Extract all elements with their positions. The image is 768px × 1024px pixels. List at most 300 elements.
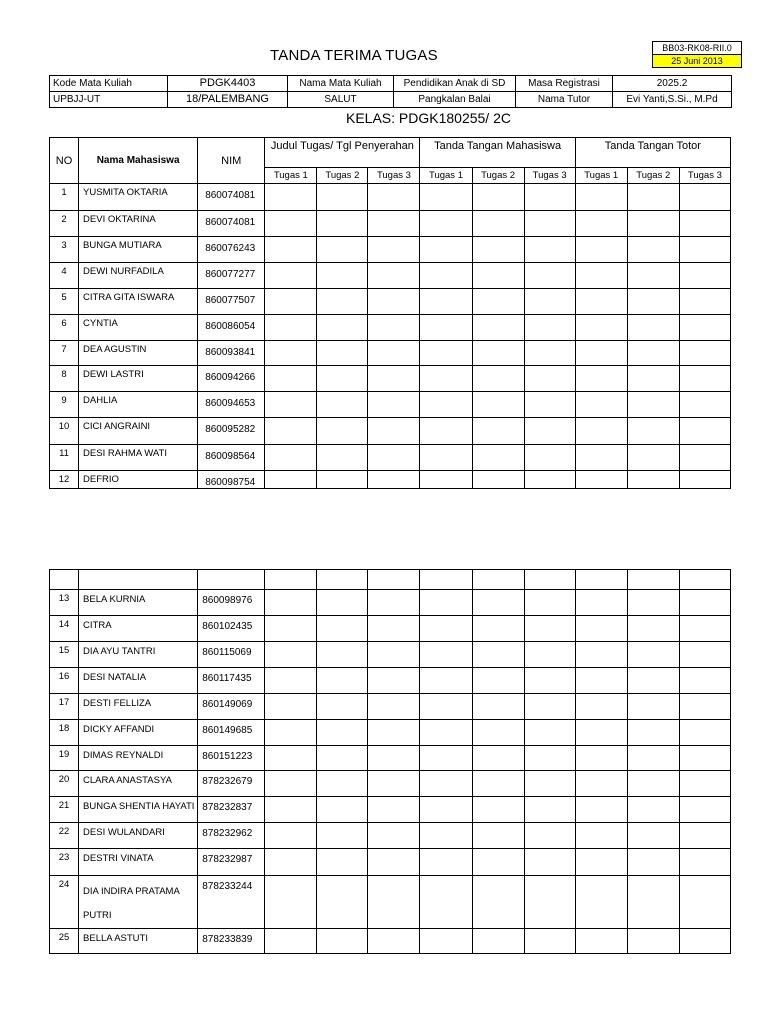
signature-cell[interactable] xyxy=(420,694,472,720)
signature-cell[interactable] xyxy=(317,211,368,237)
student-nim: 860093841 xyxy=(198,341,265,366)
signature-cell[interactable] xyxy=(524,237,575,263)
signature-cell[interactable] xyxy=(679,720,730,746)
signature-cell[interactable] xyxy=(368,746,420,771)
student-no: 13 xyxy=(50,590,79,616)
signature-cell[interactable] xyxy=(368,237,420,263)
signature-cell[interactable] xyxy=(317,797,368,823)
signature-cell[interactable] xyxy=(679,237,730,263)
signature-cell[interactable] xyxy=(472,616,524,642)
signature-cell[interactable] xyxy=(679,746,730,771)
table-row xyxy=(50,849,731,876)
signature-cell[interactable] xyxy=(317,746,368,771)
signature-cell[interactable] xyxy=(317,876,368,929)
signature-cell[interactable] xyxy=(627,366,679,392)
signature-cell[interactable] xyxy=(265,694,317,720)
student-no: 7 xyxy=(50,341,79,366)
signature-cell[interactable] xyxy=(472,746,524,771)
signature-cell[interactable] xyxy=(627,184,679,211)
signature-cell[interactable] xyxy=(524,642,575,668)
signature-cell[interactable] xyxy=(472,366,524,392)
signature-cell[interactable] xyxy=(679,642,730,668)
signature-cell[interactable] xyxy=(265,392,317,418)
document-code-box xyxy=(652,41,742,68)
kode-label: Kode Mata Kuliah xyxy=(50,76,168,92)
student-no: 12 xyxy=(50,471,79,489)
signature-cell[interactable] xyxy=(627,849,679,876)
signature-cell[interactable] xyxy=(575,211,627,237)
signature-cell[interactable] xyxy=(317,849,368,876)
student-name: BUNGA SHENTIA HAYATI xyxy=(79,797,198,823)
header-tugas-1: Tugas 1 xyxy=(420,168,472,184)
header-tugas-1: Tugas 1 xyxy=(265,168,317,184)
signature-cell[interactable] xyxy=(472,315,524,341)
signature-cell[interactable] xyxy=(368,694,420,720)
student-no: 16 xyxy=(50,668,79,694)
student-nim: 860149069 xyxy=(198,694,265,720)
signature-cell[interactable] xyxy=(575,471,627,489)
student-name: CYNTIA xyxy=(79,315,198,341)
signature-cell[interactable] xyxy=(368,392,420,418)
signature-cell[interactable] xyxy=(420,668,472,694)
signature-cell[interactable] xyxy=(679,616,730,642)
student-no: 4 xyxy=(50,263,79,289)
signature-cell[interactable] xyxy=(627,616,679,642)
signature-cell[interactable] xyxy=(265,590,317,616)
signature-cell[interactable] xyxy=(679,211,730,237)
student-name: DEWI NURFADILA xyxy=(79,263,198,289)
table-row xyxy=(50,418,731,445)
signature-cell[interactable] xyxy=(627,720,679,746)
student-name: DIA INDIRA PRATAMA PUTRI xyxy=(79,876,198,929)
student-name: YUSMITA OKTARIA xyxy=(79,184,198,211)
signature-cell[interactable] xyxy=(575,746,627,771)
signature-cell[interactable] xyxy=(575,616,627,642)
student-nim: 878232962 xyxy=(198,823,265,849)
signature-cell[interactable] xyxy=(524,445,575,471)
signature-cell[interactable] xyxy=(627,237,679,263)
signature-cell[interactable] xyxy=(265,366,317,392)
signature-cell[interactable] xyxy=(575,771,627,797)
signature-cell[interactable] xyxy=(524,341,575,366)
signature-cell[interactable] xyxy=(265,746,317,771)
signature-cell[interactable] xyxy=(317,237,368,263)
header-tugas-2: Tugas 2 xyxy=(627,168,679,184)
signature-cell[interactable] xyxy=(317,366,368,392)
signature-cell[interactable] xyxy=(679,341,730,366)
signature-cell[interactable] xyxy=(679,315,730,341)
course-info-table xyxy=(49,75,732,108)
signature-cell[interactable] xyxy=(368,445,420,471)
signature-cell[interactable] xyxy=(472,341,524,366)
signature-cell[interactable] xyxy=(368,211,420,237)
signature-cell[interactable] xyxy=(317,184,368,211)
signature-cell[interactable] xyxy=(524,876,575,929)
signature-cell[interactable] xyxy=(575,418,627,445)
signature-cell[interactable] xyxy=(627,694,679,720)
student-no: 24 xyxy=(50,876,79,929)
signature-cell[interactable] xyxy=(627,929,679,954)
student-nim: 878233244 xyxy=(198,876,265,929)
signature-cell[interactable] xyxy=(627,471,679,489)
signature-cell[interactable] xyxy=(627,590,679,616)
signature-cell[interactable] xyxy=(317,642,368,668)
empty-cell xyxy=(472,570,524,590)
signature-cell[interactable] xyxy=(265,471,317,489)
signature-cell[interactable] xyxy=(575,237,627,263)
student-name: BELA KURNIA xyxy=(79,590,198,616)
signature-cell[interactable] xyxy=(575,445,627,471)
signature-cell[interactable] xyxy=(575,366,627,392)
signature-cell[interactable] xyxy=(575,694,627,720)
signature-cell[interactable] xyxy=(472,590,524,616)
empty-cell xyxy=(627,570,679,590)
signature-cell[interactable] xyxy=(472,668,524,694)
signature-cell[interactable] xyxy=(265,315,317,341)
signature-cell[interactable] xyxy=(627,315,679,341)
signature-cell[interactable] xyxy=(317,590,368,616)
masa-value: 2025.2 xyxy=(613,76,732,92)
signature-cell[interactable] xyxy=(575,642,627,668)
signature-cell[interactable] xyxy=(420,876,472,929)
signature-cell[interactable] xyxy=(420,366,472,392)
signature-cell[interactable] xyxy=(627,289,679,315)
signature-cell[interactable] xyxy=(265,341,317,366)
signature-cell[interactable] xyxy=(420,315,472,341)
signature-cell[interactable] xyxy=(627,876,679,929)
signature-cell[interactable] xyxy=(679,876,730,929)
student-nim: 878232987 xyxy=(198,849,265,876)
signature-cell[interactable] xyxy=(368,471,420,489)
signature-cell[interactable] xyxy=(368,876,420,929)
signature-cell[interactable] xyxy=(679,849,730,876)
signature-cell[interactable] xyxy=(472,771,524,797)
signature-cell[interactable] xyxy=(575,263,627,289)
signature-cell[interactable] xyxy=(524,797,575,823)
signature-cell[interactable] xyxy=(524,590,575,616)
signature-cell[interactable] xyxy=(368,315,420,341)
signature-cell[interactable] xyxy=(317,418,368,445)
signature-cell[interactable] xyxy=(265,289,317,315)
signature-cell[interactable] xyxy=(420,263,472,289)
signature-cell[interactable] xyxy=(679,590,730,616)
signature-cell[interactable] xyxy=(317,392,368,418)
student-no: 15 xyxy=(50,642,79,668)
signature-cell[interactable] xyxy=(524,720,575,746)
signature-cell[interactable] xyxy=(368,366,420,392)
signature-cell[interactable] xyxy=(627,445,679,471)
signature-cell[interactable] xyxy=(368,341,420,366)
table-row xyxy=(50,668,731,694)
signature-cell[interactable] xyxy=(472,797,524,823)
student-name: DEFRIO xyxy=(79,471,198,489)
signature-cell[interactable] xyxy=(679,797,730,823)
signature-cell[interactable] xyxy=(317,668,368,694)
signature-cell[interactable] xyxy=(472,849,524,876)
student-nim: 860095282 xyxy=(198,418,265,445)
signature-cell[interactable] xyxy=(265,929,317,954)
signature-cell[interactable] xyxy=(368,418,420,445)
signature-cell[interactable] xyxy=(627,746,679,771)
table-row xyxy=(50,366,731,392)
signature-cell[interactable] xyxy=(679,366,730,392)
salut-value: Pangkalan Balai xyxy=(394,92,516,108)
empty-cell xyxy=(198,570,265,590)
signature-cell[interactable] xyxy=(524,418,575,445)
signature-cell[interactable] xyxy=(679,184,730,211)
signature-cell[interactable] xyxy=(627,392,679,418)
signature-cell[interactable] xyxy=(472,289,524,315)
table-row xyxy=(50,315,731,341)
signature-cell[interactable] xyxy=(472,876,524,929)
signature-cell[interactable] xyxy=(420,237,472,263)
signature-cell[interactable] xyxy=(679,418,730,445)
student-nim: 860151223 xyxy=(198,746,265,771)
signature-cell[interactable] xyxy=(679,929,730,954)
signature-cell[interactable] xyxy=(679,771,730,797)
signature-cell[interactable] xyxy=(317,471,368,489)
student-no: 17 xyxy=(50,694,79,720)
signature-cell[interactable] xyxy=(368,184,420,211)
signature-cell[interactable] xyxy=(317,616,368,642)
signature-cell[interactable] xyxy=(420,720,472,746)
signature-cell[interactable] xyxy=(524,315,575,341)
student-name: DEVI OKTARINA xyxy=(79,211,198,237)
student-nim: 860115069 xyxy=(198,642,265,668)
signature-cell[interactable] xyxy=(317,823,368,849)
signature-cell[interactable] xyxy=(627,642,679,668)
signature-cell[interactable] xyxy=(368,849,420,876)
signature-cell[interactable] xyxy=(472,694,524,720)
table-row xyxy=(50,211,731,237)
signature-cell[interactable] xyxy=(627,211,679,237)
signature-cell[interactable] xyxy=(575,876,627,929)
signature-cell[interactable] xyxy=(317,289,368,315)
signature-cell[interactable] xyxy=(420,616,472,642)
signature-cell[interactable] xyxy=(368,263,420,289)
signature-cell[interactable] xyxy=(265,616,317,642)
signature-cell[interactable] xyxy=(265,849,317,876)
signature-cell[interactable] xyxy=(317,929,368,954)
signature-cell[interactable] xyxy=(627,418,679,445)
signature-cell[interactable] xyxy=(420,289,472,315)
signature-cell[interactable] xyxy=(420,184,472,211)
table-row xyxy=(50,642,731,668)
signature-cell[interactable] xyxy=(679,823,730,849)
student-no: 5 xyxy=(50,289,79,315)
signature-cell[interactable] xyxy=(627,797,679,823)
signature-cell[interactable] xyxy=(524,746,575,771)
signature-cell[interactable] xyxy=(524,184,575,211)
signature-cell[interactable] xyxy=(265,237,317,263)
signature-cell[interactable] xyxy=(472,211,524,237)
signature-cell[interactable] xyxy=(368,823,420,849)
signature-cell[interactable] xyxy=(575,797,627,823)
student-table-page-2 xyxy=(49,569,731,954)
signature-cell[interactable] xyxy=(265,263,317,289)
signature-cell[interactable] xyxy=(575,184,627,211)
signature-cell[interactable] xyxy=(472,642,524,668)
signature-cell[interactable] xyxy=(472,418,524,445)
signature-cell[interactable] xyxy=(524,289,575,315)
student-name: DAHLIA xyxy=(79,392,198,418)
signature-cell[interactable] xyxy=(368,616,420,642)
signature-cell[interactable] xyxy=(420,771,472,797)
signature-cell[interactable] xyxy=(524,823,575,849)
tutor-label: Nama Tutor xyxy=(516,92,613,108)
signature-cell[interactable] xyxy=(420,471,472,489)
table-row xyxy=(50,263,731,289)
table-row xyxy=(50,289,731,315)
signature-cell[interactable] xyxy=(679,471,730,489)
table-row xyxy=(50,823,731,849)
signature-cell[interactable] xyxy=(317,341,368,366)
signature-cell[interactable] xyxy=(265,211,317,237)
signature-cell[interactable] xyxy=(368,929,420,954)
table-row xyxy=(50,237,731,263)
signature-cell[interactable] xyxy=(265,876,317,929)
signature-cell[interactable] xyxy=(575,668,627,694)
masa-label: Masa Registrasi xyxy=(516,76,613,92)
student-name: CICI ANGRAINI xyxy=(79,418,198,445)
signature-cell[interactable] xyxy=(524,366,575,392)
signature-cell[interactable] xyxy=(317,720,368,746)
header-tugas-3: Tugas 3 xyxy=(679,168,730,184)
signature-cell[interactable] xyxy=(420,211,472,237)
empty-cell xyxy=(679,570,730,590)
signature-cell[interactable] xyxy=(317,263,368,289)
signature-cell[interactable] xyxy=(368,642,420,668)
signature-cell[interactable] xyxy=(265,642,317,668)
signature-cell[interactable] xyxy=(472,263,524,289)
signature-cell[interactable] xyxy=(472,471,524,489)
signature-cell[interactable] xyxy=(420,590,472,616)
signature-cell[interactable] xyxy=(265,668,317,694)
signature-cell[interactable] xyxy=(420,341,472,366)
signature-cell[interactable] xyxy=(575,590,627,616)
empty-cell xyxy=(524,570,575,590)
signature-cell[interactable] xyxy=(420,797,472,823)
signature-cell[interactable] xyxy=(524,849,575,876)
signature-cell[interactable] xyxy=(575,341,627,366)
signature-cell[interactable] xyxy=(472,184,524,211)
signature-cell[interactable] xyxy=(472,392,524,418)
signature-cell[interactable] xyxy=(317,771,368,797)
signature-cell[interactable] xyxy=(420,746,472,771)
student-name: DIMAS REYNALDI xyxy=(79,746,198,771)
signature-cell[interactable] xyxy=(575,929,627,954)
signature-cell[interactable] xyxy=(368,289,420,315)
header-ttd-mahasiswa: Tanda Tangan Mahasiswa xyxy=(420,138,575,168)
signature-cell[interactable] xyxy=(575,849,627,876)
signature-cell[interactable] xyxy=(627,771,679,797)
student-nim: 860077507 xyxy=(198,289,265,315)
signature-cell[interactable] xyxy=(420,418,472,445)
signature-cell[interactable] xyxy=(524,471,575,489)
signature-cell[interactable] xyxy=(420,445,472,471)
signature-cell[interactable] xyxy=(368,771,420,797)
signature-cell[interactable] xyxy=(368,797,420,823)
signature-cell[interactable] xyxy=(368,590,420,616)
signature-cell[interactable] xyxy=(627,823,679,849)
signature-cell[interactable] xyxy=(679,694,730,720)
empty-cell xyxy=(317,570,368,590)
signature-cell[interactable] xyxy=(679,263,730,289)
student-no: 22 xyxy=(50,823,79,849)
signature-cell[interactable] xyxy=(627,263,679,289)
signature-cell[interactable] xyxy=(575,392,627,418)
nama-mk-value: Pendidikan Anak di SD xyxy=(394,76,516,92)
signature-cell[interactable] xyxy=(368,720,420,746)
signature-cell[interactable] xyxy=(265,184,317,211)
signature-cell[interactable] xyxy=(420,929,472,954)
upbjj-label: UPBJJ-UT xyxy=(50,92,168,108)
student-name: DICKY AFFANDI xyxy=(79,720,198,746)
signature-cell[interactable] xyxy=(472,720,524,746)
header-ttd-tutor: Tanda Tangan Totor xyxy=(575,138,730,168)
signature-cell[interactable] xyxy=(420,823,472,849)
signature-cell[interactable] xyxy=(265,771,317,797)
signature-cell[interactable] xyxy=(679,392,730,418)
signature-cell[interactable] xyxy=(420,642,472,668)
signature-cell[interactable] xyxy=(317,694,368,720)
student-nim: 860149685 xyxy=(198,720,265,746)
signature-cell[interactable] xyxy=(472,929,524,954)
empty-cell xyxy=(265,570,317,590)
signature-cell[interactable] xyxy=(575,289,627,315)
signature-cell[interactable] xyxy=(265,797,317,823)
signature-cell[interactable] xyxy=(627,341,679,366)
signature-cell[interactable] xyxy=(575,823,627,849)
signature-cell[interactable] xyxy=(317,315,368,341)
student-name: DESTRI VINATA xyxy=(79,849,198,876)
table-row xyxy=(50,929,731,954)
student-nim: 860074081 xyxy=(198,211,265,237)
signature-cell[interactable] xyxy=(265,445,317,471)
signature-cell[interactable] xyxy=(524,263,575,289)
signature-cell[interactable] xyxy=(368,668,420,694)
signature-cell[interactable] xyxy=(627,668,679,694)
student-no: 23 xyxy=(50,849,79,876)
signature-cell[interactable] xyxy=(575,315,627,341)
table-row xyxy=(50,771,731,797)
signature-cell[interactable] xyxy=(679,445,730,471)
page-title: TANDA TERIMA TUGAS xyxy=(270,47,438,64)
signature-cell[interactable] xyxy=(524,694,575,720)
signature-cell[interactable] xyxy=(524,668,575,694)
signature-cell[interactable] xyxy=(524,771,575,797)
signature-cell[interactable] xyxy=(472,237,524,263)
signature-cell[interactable] xyxy=(420,392,472,418)
signature-cell[interactable] xyxy=(524,211,575,237)
signature-cell[interactable] xyxy=(575,720,627,746)
signature-cell[interactable] xyxy=(317,445,368,471)
signature-cell[interactable] xyxy=(524,616,575,642)
signature-cell[interactable] xyxy=(679,289,730,315)
signature-cell[interactable] xyxy=(679,668,730,694)
signature-cell[interactable] xyxy=(265,720,317,746)
signature-cell[interactable] xyxy=(265,418,317,445)
signature-cell[interactable] xyxy=(472,445,524,471)
signature-cell[interactable] xyxy=(524,392,575,418)
kode-value: PDGK4403 xyxy=(168,76,288,92)
header-tugas-2: Tugas 2 xyxy=(317,168,368,184)
student-name: DIA AYU TANTRI xyxy=(79,642,198,668)
signature-cell[interactable] xyxy=(265,823,317,849)
signature-cell[interactable] xyxy=(420,849,472,876)
signature-cell[interactable] xyxy=(524,929,575,954)
signature-cell[interactable] xyxy=(472,823,524,849)
